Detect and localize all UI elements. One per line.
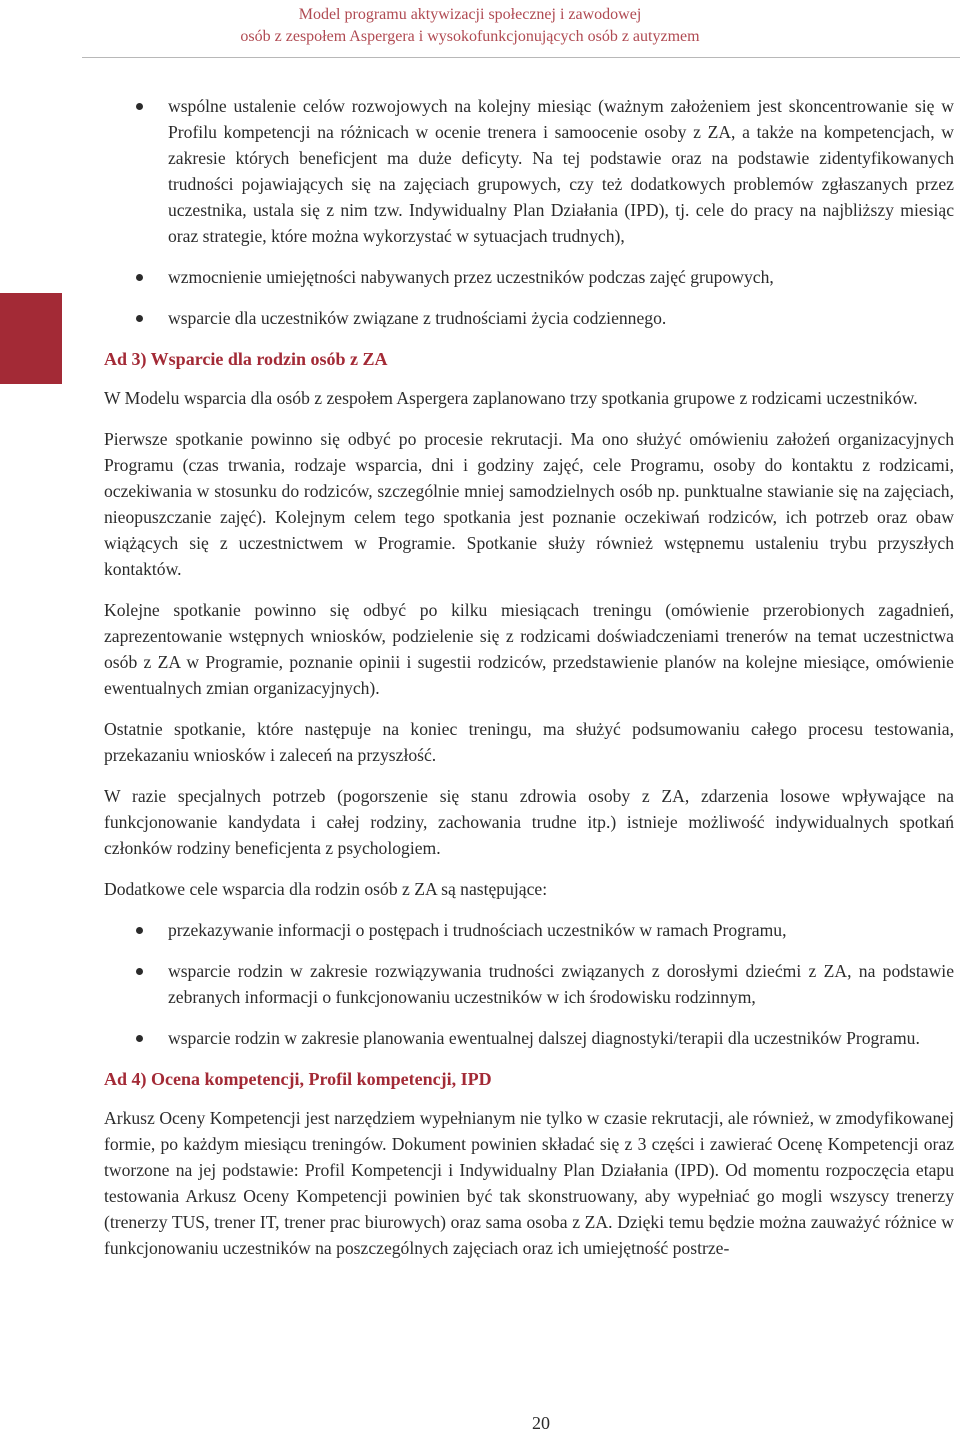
bullet-icon [136, 315, 143, 322]
list-item-text: wsparcie rodzin w zakresie planowania ewentualnej dalszej diagnostyki/terapii dla uczestników Programu. [168, 1028, 920, 1048]
bullet-list-family [104, 917, 954, 1051]
bullet-icon [136, 968, 143, 975]
list-item [104, 93, 954, 249]
paragraph: Kolejne spotkanie powinno się odbyć po kilku miesiącach treningu (omówienie przerobionych zagadnień, zaprezentowanie wstępnych wniosków, podzielenie się z rodzicami doświadczeniami trenerów na temat uczestnictwa osób z ZA w Programie, poznanie opinii i sugestii rodziców, przedstawienie planów na kolejne miesiące, omówienie ewentualnych zmian organizacyjnych). [104, 600, 954, 698]
page-content [104, 93, 954, 1276]
list-item [104, 958, 954, 1010]
chapter-side-tab [0, 293, 62, 384]
bullet-list-top [104, 93, 954, 331]
header-line-2: osób z zespołem Aspergera i wysokofunkcjonujących osób z autyzmem [240, 28, 700, 45]
header-line-1: Model programu aktywizacji społecznej i zawodowej [298, 6, 642, 23]
paragraph: Pierwsze spotkanie powinno się odbyć po procesie rekrutacji. Ma ono służyć omówieniu założeń organizacyjnych Programu (czas trwania, rodzaje wsparcia, dni i godziny zajęć, cele Programu, osoby do kontaktu z rodzicami, oczekiwania w stosunku do rodziców, szczególnie mniej samodzielnych osób np. punktualne stawianie się na zajęciach, nieopuszczanie zajęć). Kolejnym celem tego spotkania jest poznanie oczekiwań rodziców, ich potrzeb oraz obaw wiążących się z uczestnictwem w Programie. Spotkanie służy również wstępnemu ustaleniu trybu przyszłych kontaktów. [104, 429, 954, 579]
header-divider [82, 57, 960, 58]
list-item [104, 1025, 954, 1051]
list-item-text: wsparcie rodzin w zakresie rozwiązywania trudności związanych z dorosłymi dziećmi z ZA, na podstawie zebranych informacji o funkcjonowaniu uczestników w ich środowisku rodzinnym, [168, 961, 954, 1007]
list-item [104, 305, 954, 331]
paragraph: W Modelu wsparcia dla osób z zespołem Aspergera zaplanowano trzy spotkania grupowe z rodzicami uczestników. [104, 388, 918, 408]
list-item [104, 917, 954, 943]
list-item-text: wzmocnienie umiejętności nabywanych przez uczestników podczas zajęć grupowych, [168, 267, 774, 287]
paragraph: Arkusz Oceny Kompetencji jest narzędziem wypełnianym nie tylko w czasie rekrutacji, ale również, w zmodyfikowanej formie, po każdym miesiącu treningów. Dokument powinien składać się z 3 części i zawierać Ocenę Kompetencji oraz tworzone na jej podstawie: Profil Kompetencji i Indywidualny Plan Działania (IPD). Od momentu rozpoczęcia etapu testowania Arkusz Oceny Kompetencji powinien być tak skonstruowany, aby wypełniać go mogli wszyscy trenerzy (trenerzy TUS, trener IT, trener prac biurowych) oraz sama osoba z ZA. Dzięki temu będzie można zauważyć różnice w funkcjonowaniu uczestników na poszczególnych zajęciach oraz ich umiejętność postrze- [104, 1108, 954, 1258]
bullet-icon [136, 274, 143, 281]
running-header [160, 4, 780, 48]
list-item-text: wsparcie dla uczestników związane z trudnościami życia codziennego. [168, 308, 667, 328]
section-3-heading: Ad 3) Wsparcie dla rodzin osób z ZA [104, 349, 388, 369]
paragraph: Dodatkowe cele wsparcia dla rodzin osób z ZA są następujące: [104, 879, 548, 899]
bullet-icon [136, 927, 143, 934]
list-item-text: wspólne ustalenie celów rozwojowych na kolejny miesiąc (ważnym założeniem jest skoncentrowanie się w Profilu kompetencji na różnicach w ocenie trenera i samoocenie osoby z ZA, a także na kompetencjach, w zakresie których beneficjent ma duże deficyty. Na tej podstawie oraz na podstawie zidentyfikowanych trudności pojawiających się na zajęciach grupowych, czy też dodatkowych problemów zgłaszanych przez uczestnika, ustala się z nim tzw. Indywidualny Plan Działania (IPD), tj. cele do pracy na najbliższy miesiąc oraz strategie, które można wykorzystać w sytuacjach trudnych), [168, 96, 954, 246]
bullet-icon [136, 1035, 143, 1042]
page-number: 20 [532, 1413, 550, 1433]
paragraph: W razie specjalnych potrzeb (pogorszenie się stanu zdrowia osoby z ZA, zdarzenia losowe wpływające na funkcjonowanie kandydata i całej rodziny, zachowania trudne itp.) istnieje możliwość indywidualnych spotkań członków rodziny beneficjenta z psychologiem. [104, 786, 954, 858]
list-item-text: przekazywanie informacji o postępach i trudnościach uczestników w ramach Programu, [168, 920, 787, 940]
bullet-icon [136, 103, 143, 110]
paragraph: Ostatnie spotkanie, które następuje na koniec treningu, ma służyć podsumowaniu całego procesu testowania, przekazaniu wniosków i zaleceń na przyszłość. [104, 719, 954, 765]
section-4-heading: Ad 4) Ocena kompetencji, Profil kompetencji, IPD [104, 1069, 492, 1089]
list-item [104, 264, 954, 290]
